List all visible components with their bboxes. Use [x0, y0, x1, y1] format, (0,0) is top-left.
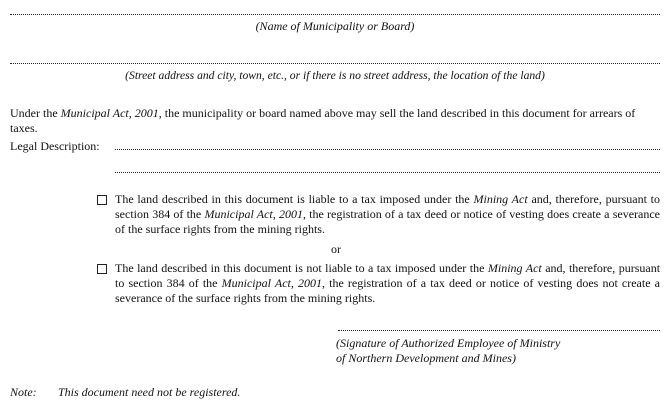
intro-text-after: , the municipality or board named above may sell the land described in this document for arrears of taxes. — [10, 106, 636, 135]
intro-text-before: Under the — [10, 106, 61, 120]
signature-caption-line-2: of Northern Development and Mines) — [336, 351, 516, 365]
option-not-liable-municipal-act: Municipal Act, 2001 — [221, 276, 322, 290]
option-liable-text — [115, 192, 660, 237]
intro-act-name: Municipal Act, 2001 — [60, 106, 159, 120]
option-liable-municipal-act: Municipal Act, 2001 — [204, 207, 303, 221]
signature-caption-line-1: (Signature of Authorized Employee of Ministry — [336, 336, 561, 350]
street-address-caption: (Street address and city, town, etc., or if there is no street address, the location of the land) — [125, 69, 545, 82]
option-liable-mining-act: Mining Act — [473, 192, 528, 206]
option-liable-part-2: and, therefore, pursuant to section 384 of the — [115, 192, 660, 221]
legal-description-line-1[interactable] — [115, 149, 660, 150]
legal-description-label: Legal Description: — [10, 139, 100, 153]
option-liable-part-1: The land described in this document is liable to a tax imposed under the — [115, 192, 474, 206]
signature-line[interactable] — [338, 330, 660, 331]
option-not-liable-mining-act: Mining Act — [487, 261, 542, 275]
municipality-caption: (Name of Municipality or Board) — [255, 19, 415, 33]
street-address-line[interactable] — [10, 63, 660, 64]
option-not-liable-checkbox[interactable] — [97, 264, 107, 274]
option-not-liable-text — [115, 261, 660, 306]
option-not-liable-part-2: and, therefore, pursuant to section 384 of the — [115, 261, 661, 290]
option-liable-part-3: , the registration of a tax deed or notice of vesting does create a severance of the surface rights from the mining rights. — [115, 207, 660, 236]
or-separator: or — [331, 242, 341, 256]
municipality-name-line[interactable] — [10, 14, 660, 15]
note-label: Note: — [10, 385, 37, 399]
legal-description-line-2[interactable] — [115, 172, 660, 173]
note-text: This document need not be registered. — [58, 385, 241, 399]
option-not-liable-part-3: , the registration of a tax deed or notice of vesting does not create a severance of the surface rights from the mining rights. — [115, 276, 660, 305]
signature-caption — [336, 336, 666, 366]
option-liable-checkbox[interactable] — [97, 195, 107, 205]
option-not-liable-part-1: The land described in this document is not liable to a tax imposed under the — [115, 261, 488, 275]
intro-paragraph — [10, 106, 662, 136]
